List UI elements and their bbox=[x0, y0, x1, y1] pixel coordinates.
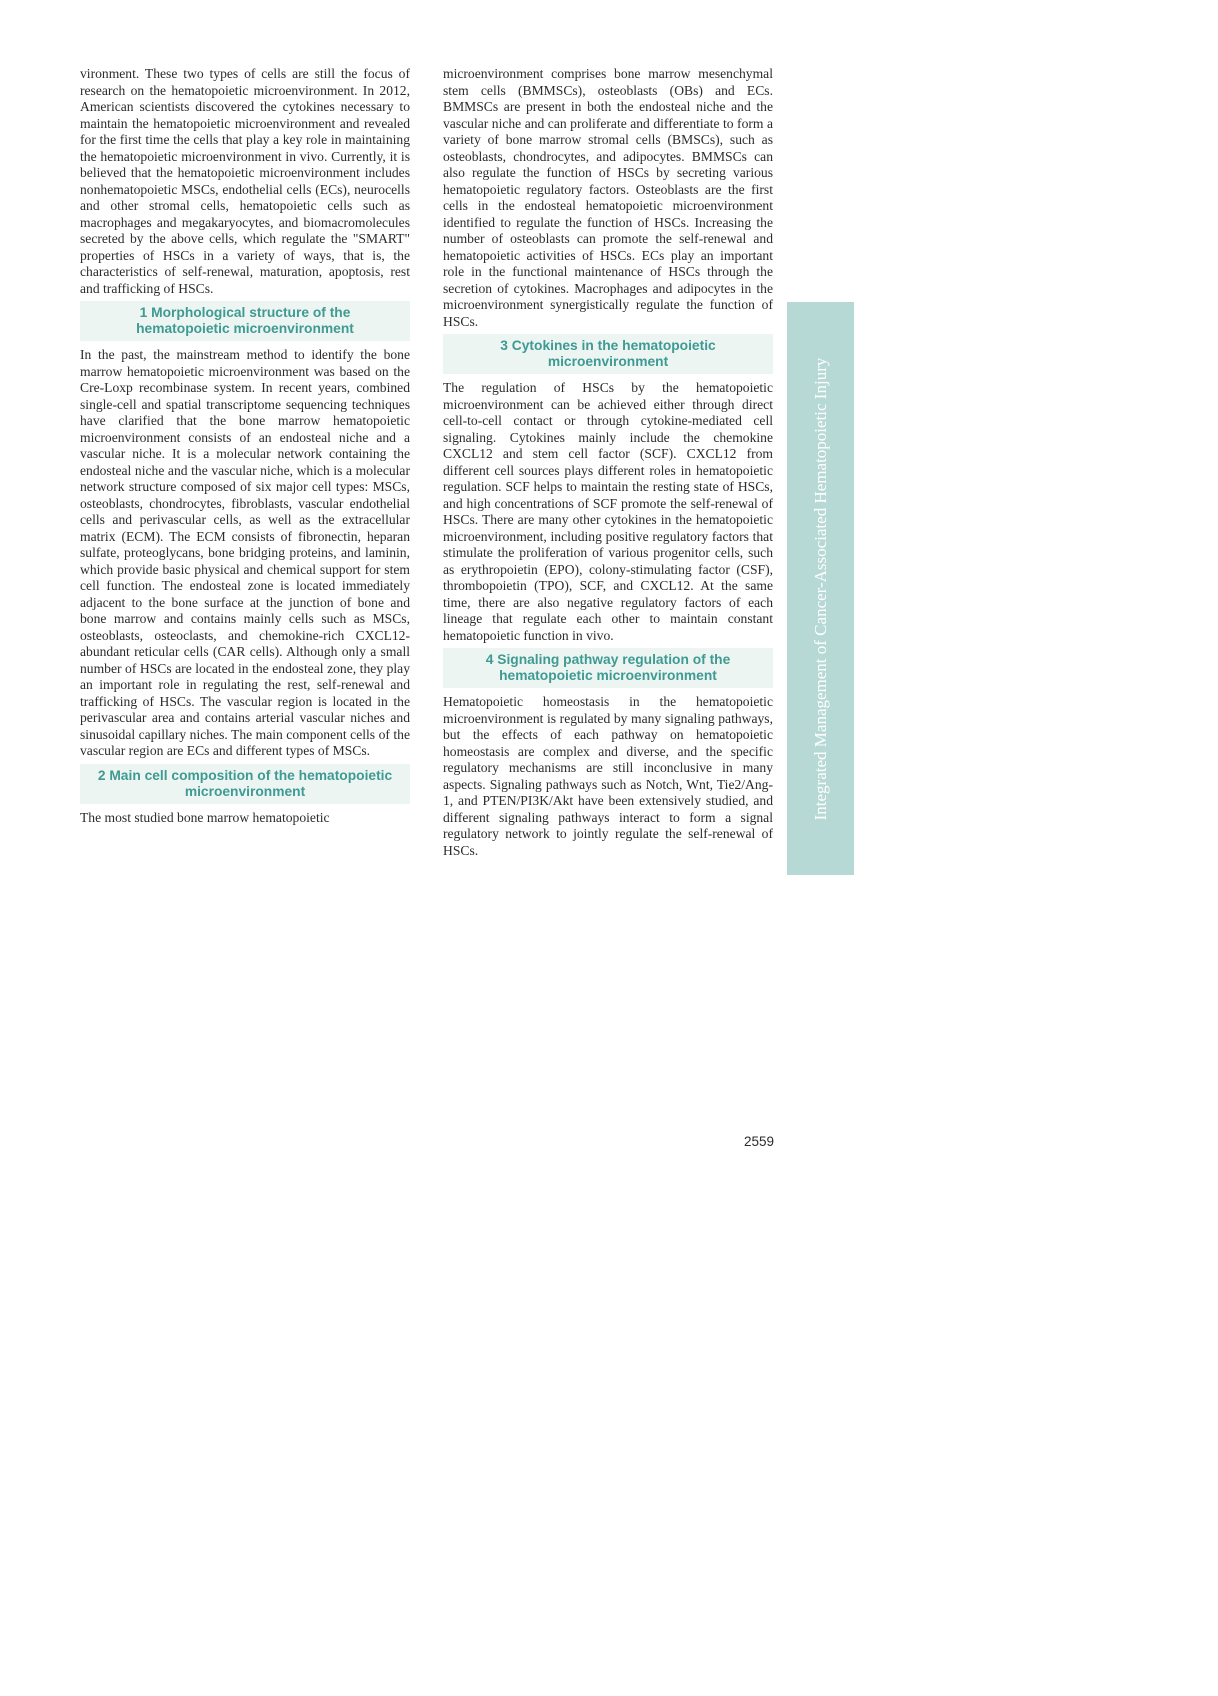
section-2-heading bbox=[80, 764, 410, 804]
section-2-body-continued: microenvironment comprises bone marrow mesenchymal stem cells (BMMSCs), osteoblasts (OBs) and ECs. BMMSCs are present in both the endosteal niche and the vascular niche and can proliferate and differentiate to form a variety of bone marrow stromal cells (BMSCs), such as osteoblasts, chondrocytes, and adipocytes. BMMSCs can also regulate the function of HSCs by secreting various hematopoietic regulatory factors. Osteoblasts are the first cells in the endosteal hematopoietic microenvironment identified to regulate the function of HSCs. Increasing the number of osteoblasts can promote the self-renewal and hematopoietic activities of HSCs. ECs play an important role in the functional maintenance of HSCs through the secretion of cytokines. Macrophages and adipocytes in the microenvironment synergistically regulate the function of HSCs. bbox=[443, 66, 773, 329]
section-4-body: Hematopoietic homeostasis in the hematopoietic microenvironment is regulated by many signaling pathways, but the effects of each pathway on hematopoietic homeostasis are complex and diverse, and the specific regulatory mechanisms are still inconclusive in many aspects. Signaling pathways such as Notch, Wnt, Tie2/Ang-1, and PTEN/PI3K/Akt have been extensively studied, and different signaling pathways interact to form a signal regulatory network to jointly regulate the self-renewal of HSCs. bbox=[443, 694, 773, 858]
section-3-body: The regulation of HSCs by the hematopoietic microenvironment can be achieved either through direct cell-to-cell contact or through cytokine-mediated cell signaling. Cytokines mainly include the chemokine CXCL12 and stem cell factor (SCF). CXCL12 from different cell sources plays different roles in hematopoietic regulation. SCF helps to maintain the resting state of HSCs, and high concentrations of SCF promote the self-renewal of HSCs. There are many other cytokines in the hematopoietic microenvironment, including positive regulatory factors that stimulate the proliferation of various progenitor cells, such as erythropoietin (EPO), colony-stimulating factor (CSF), thrombopoietin (TPO), SCF, and CXCL12. At the same time, there are also negative regulatory factors of each lineage that regulate each other to maintain constant hematopoietic function in vivo. bbox=[443, 380, 773, 643]
section-1-heading-line-2: hematopoietic microenvironment bbox=[136, 321, 354, 336]
section-1-heading bbox=[80, 301, 410, 341]
page-number: 2559 bbox=[743, 1134, 774, 1149]
section-3-heading-line-1: 3 Cytokines in the hematopoietic bbox=[500, 338, 716, 353]
section-3-heading bbox=[443, 334, 773, 374]
section-3-heading-line-2: microenvironment bbox=[547, 354, 669, 369]
section-2-body-start: The most studied bone marrow hematopoietic bbox=[80, 809, 330, 825]
left-column bbox=[80, 66, 410, 826]
side-band bbox=[787, 302, 854, 875]
section-2-heading-line-2: microenvironment bbox=[184, 783, 306, 799]
section-1-body: In the past, the mainstream method to identify the bone marrow hematopoietic microenvironment was based on the Cre-Loxp recombinase system. In recent years, combined single-cell and spatial transcriptome sequencing techniques have clarified that the bone marrow hematopoietic microenvironment consists of an endosteal niche and a vascular niche. It is a molecular network containing the endosteal niche and the vascular niche, which is a molecular network structure composed of six major cell types: MSCs, osteoblasts, chondrocytes, fibroblasts, vascular endothelial cells and perivascular cells, as well as the extracellular matrix (ECM). The ECM consists of fibronectin, heparan sulfate, proteoglycans, bone bridging proteins, and laminin, which provide basic physical and chemical support for stem cell function. The endosteal zone is located immediately adjacent to the bone surface at the junction of bone and bone marrow and contains mainly cells such as MSCs, osteoblasts, osteoclasts, and chemokine-rich CXCL12-abundant reticular cells (CAR cells). Although only a small number of HSCs are located in the endosteal zone, they play an important role in regulating the rest, self-renewal and trafficking of HSCs. The vascular region is located in the perivascular area and contains arterial vascular niches and sinusoidal capillary niches. The main component cells of the vascular region are ECs and different types of MSCs. bbox=[80, 347, 410, 758]
intro-paragraph: vironment. These two types of cells are still the focus of research on the hematopoietic microenvironment. In 2012, American scientists discovered the cytokines necessary to maintain the hematopoietic microenvironment and revealed for the first time the cells that play a key role in maintaining the hematopoietic microenvironment in vivo. Currently, it is believed that the hematopoietic microenvironment includes nonhematopoietic MSCs, endothelial cells (ECs), neurocells and other stromal cells, hematopoietic cells such as macrophages and megakaryocytes, and biomacromolecules secreted by the above cells, which regulate the "SMART" properties of HSCs in a variety of ways, that is, the characteristics of self-renewal, maturation, apoptosis, rest and trafficking of HSCs. bbox=[80, 66, 410, 296]
section-4-heading-line-2: hematopoietic microenvironment bbox=[499, 668, 717, 683]
right-column bbox=[443, 66, 773, 859]
section-1-heading-line-1: 1 Morphological structure of the bbox=[139, 305, 351, 320]
section-4-heading bbox=[443, 648, 773, 688]
section-2-heading-line-1: 2 Main cell composition of the hematopoietic bbox=[97, 767, 393, 783]
side-band-title: Integrated Management of Cancer-Associated Hematopoietic Injury bbox=[810, 357, 830, 820]
section-4-heading-line-1: 4 Signaling pathway regulation of the bbox=[485, 652, 731, 667]
